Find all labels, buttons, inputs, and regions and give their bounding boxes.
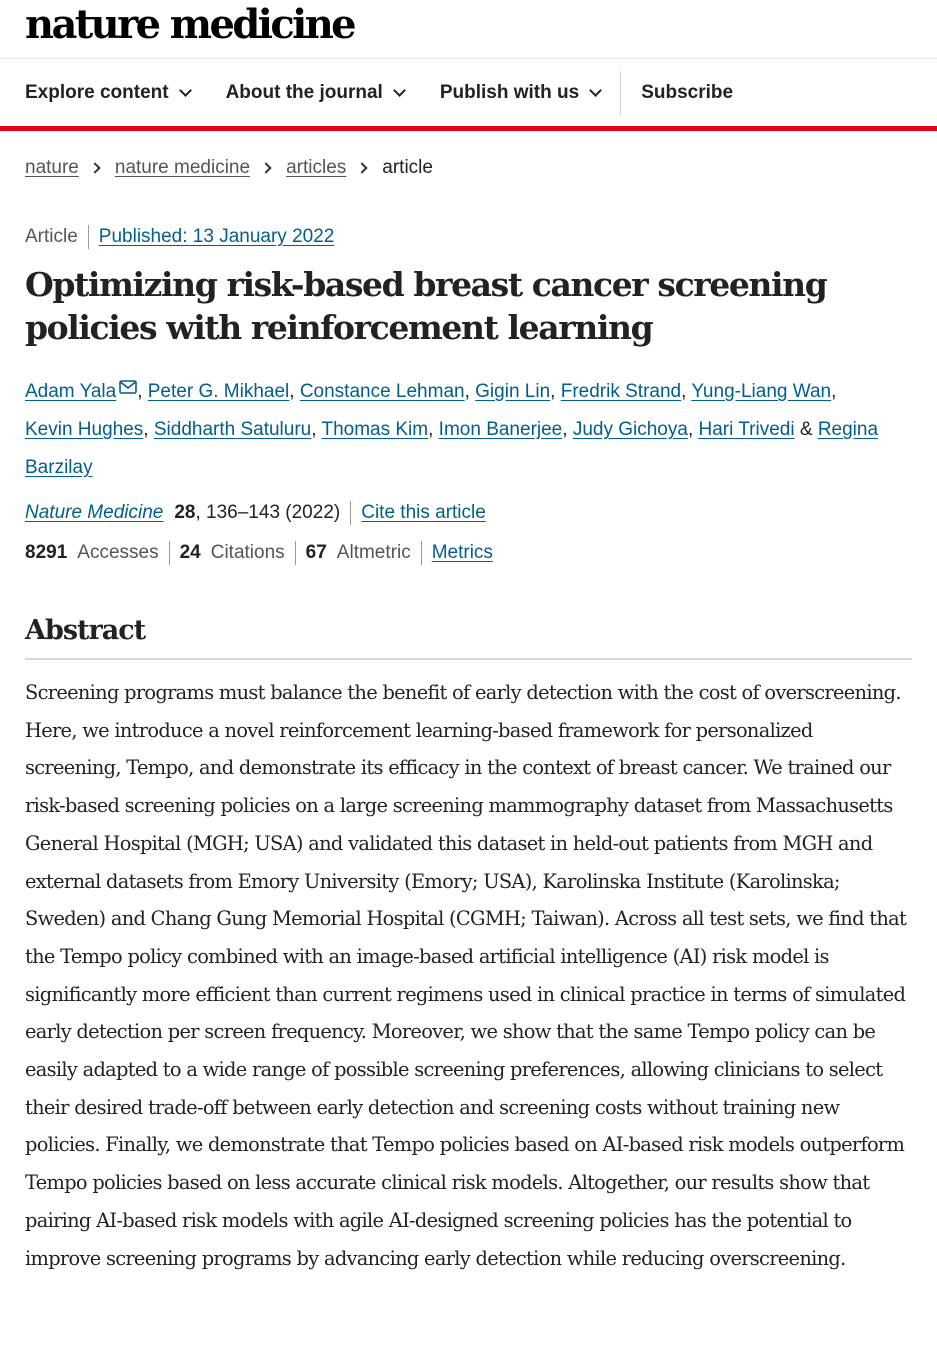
author-link[interactable]: Gigin Lin	[475, 381, 551, 402]
divider	[88, 225, 89, 249]
author-link[interactable]: Fredrik Strand	[560, 381, 682, 402]
author-link[interactable]: Hari Trivedi	[698, 419, 795, 440]
nav-about-label: About the journal	[225, 81, 383, 103]
chevron-down-icon	[393, 84, 406, 97]
nav-explore-label: Explore content	[25, 81, 169, 103]
nav-publish-label: Publish with us	[439, 81, 580, 103]
chevron-right-icon	[357, 162, 368, 173]
article-meta	[25, 225, 912, 249]
article-metrics	[25, 541, 912, 565]
journal-logo[interactable]: nature medicine	[25, 1, 355, 48]
divider	[350, 501, 351, 525]
author-link[interactable]: Constance Lehman	[299, 381, 465, 402]
nav-subscribe-label: Subscribe	[641, 81, 734, 103]
accesses-count: 8291	[25, 542, 68, 563]
divider	[421, 541, 422, 565]
author-link[interactable]: Thomas Kim	[321, 419, 429, 440]
altmetric-label: Altmetric	[336, 542, 411, 563]
divider	[295, 541, 296, 565]
nav-publish-with-us[interactable]	[440, 82, 600, 104]
breadcrumb-articles[interactable]: articles	[286, 157, 347, 178]
author-link[interactable]: Judy Gichoya	[572, 419, 688, 440]
citations-label: Citations	[210, 542, 285, 563]
citations-count: 24	[179, 542, 201, 563]
abstract-text: Screening programs must balance the benefit of early detection with the cost of overscreening. Here, we introduce a novel reinforcement learning-based framework for personalized screening, Tempo, and demonstrate its efficacy in the context of breast cancer. We trained our risk-based screening policies on a large screening mammography dataset from Massachusetts General Hospital (MGH; USA) and validated this dataset in held-out patients from MGH and external datasets from Emory University (Emory; USA), Karolinska Institute (Karolinska; Sweden) and Chang Gung Memorial Hospital (CGMH; Taiwan). Across all test sets, we find that the Tempo policy combined with an image-based artificial intelligence (AI) risk model is significantly more efficient than current regimens used in clinical practice in terms of simulated early detection per screen frequency. Moreover, we show that the same Tempo policy can be easily adapted to a wide range of possible screening preferences, allowing clinicians to select their desired trade-off between early detection and screening costs without training new policies. Finally, we demonstrate that Tempo policies based on AI-based risk models outperform Tempo policies based on less accurate clinical risk models. Altogether, our results show that pairing AI-based risk models with agile AI-designed screening policies has the potential to improve screening programs by advancing early detection while reducing overscreening.	[25, 681, 907, 1270]
chevron-down-icon	[179, 84, 192, 97]
article-title: Optimizing risk-based breast cancer screening policies with reinforcement learning	[25, 265, 827, 347]
chevron-right-icon	[89, 162, 100, 173]
volume: 28	[174, 502, 196, 523]
author-link[interactable]: Yung-Liang Wan	[691, 381, 832, 402]
altmetric-score: 67	[305, 542, 327, 563]
author-link[interactable]: Adam Yala	[25, 381, 117, 402]
main-nav	[0, 58, 937, 126]
chevron-down-icon	[589, 84, 602, 97]
article-type: Article	[25, 226, 78, 247]
breadcrumb-current: article	[382, 157, 433, 178]
abstract-heading: Abstract	[25, 615, 912, 660]
published-date-link[interactable]: Published: 13 January 2022	[98, 226, 335, 247]
journal-link[interactable]: Nature Medicine	[25, 502, 164, 523]
chevron-right-icon	[260, 162, 271, 173]
email-icon[interactable]	[119, 380, 137, 394]
breadcrumb	[25, 157, 912, 179]
breadcrumb-nature[interactable]: nature	[25, 157, 79, 178]
nav-subscribe[interactable]	[641, 82, 733, 104]
site-header	[0, 0, 937, 131]
accent-bar	[0, 126, 937, 131]
brand-bar	[0, 0, 937, 58]
author-link[interactable]: Imon Banerjee	[438, 419, 563, 440]
accesses-label: Accesses	[77, 542, 159, 563]
author-link[interactable]: Regina Barzilay	[25, 419, 879, 478]
cite-this-article-link[interactable]: Cite this article	[361, 502, 486, 523]
author-link[interactable]: Siddharth Satuluru	[153, 419, 312, 440]
citation-line	[25, 501, 912, 525]
breadcrumb-nature-medicine[interactable]: nature medicine	[114, 157, 251, 178]
nav-divider	[620, 71, 621, 115]
author-link[interactable]: Kevin Hughes	[25, 419, 144, 440]
article-main	[0, 157, 937, 1277]
metrics-link[interactable]: Metrics	[431, 542, 493, 563]
divider	[169, 541, 170, 565]
pages-year: , 136–143 (2022)	[195, 502, 341, 523]
author-link[interactable]: Peter G. Mikhael	[147, 381, 290, 402]
nav-explore-content[interactable]	[25, 82, 190, 104]
nav-about-journal[interactable]	[226, 82, 404, 104]
author-list: Adam Yala , Peter G. Mikhael, Constance Lehman, Gigin Lin, Fredrik Strand, Yung-Liang Wan, Kevin Hughes, Siddharth Satuluru, Thomas Kim, Imon Banerjee, Judy Gichoya, Hari Trivedi & Regina Barzilay	[25, 381, 879, 478]
